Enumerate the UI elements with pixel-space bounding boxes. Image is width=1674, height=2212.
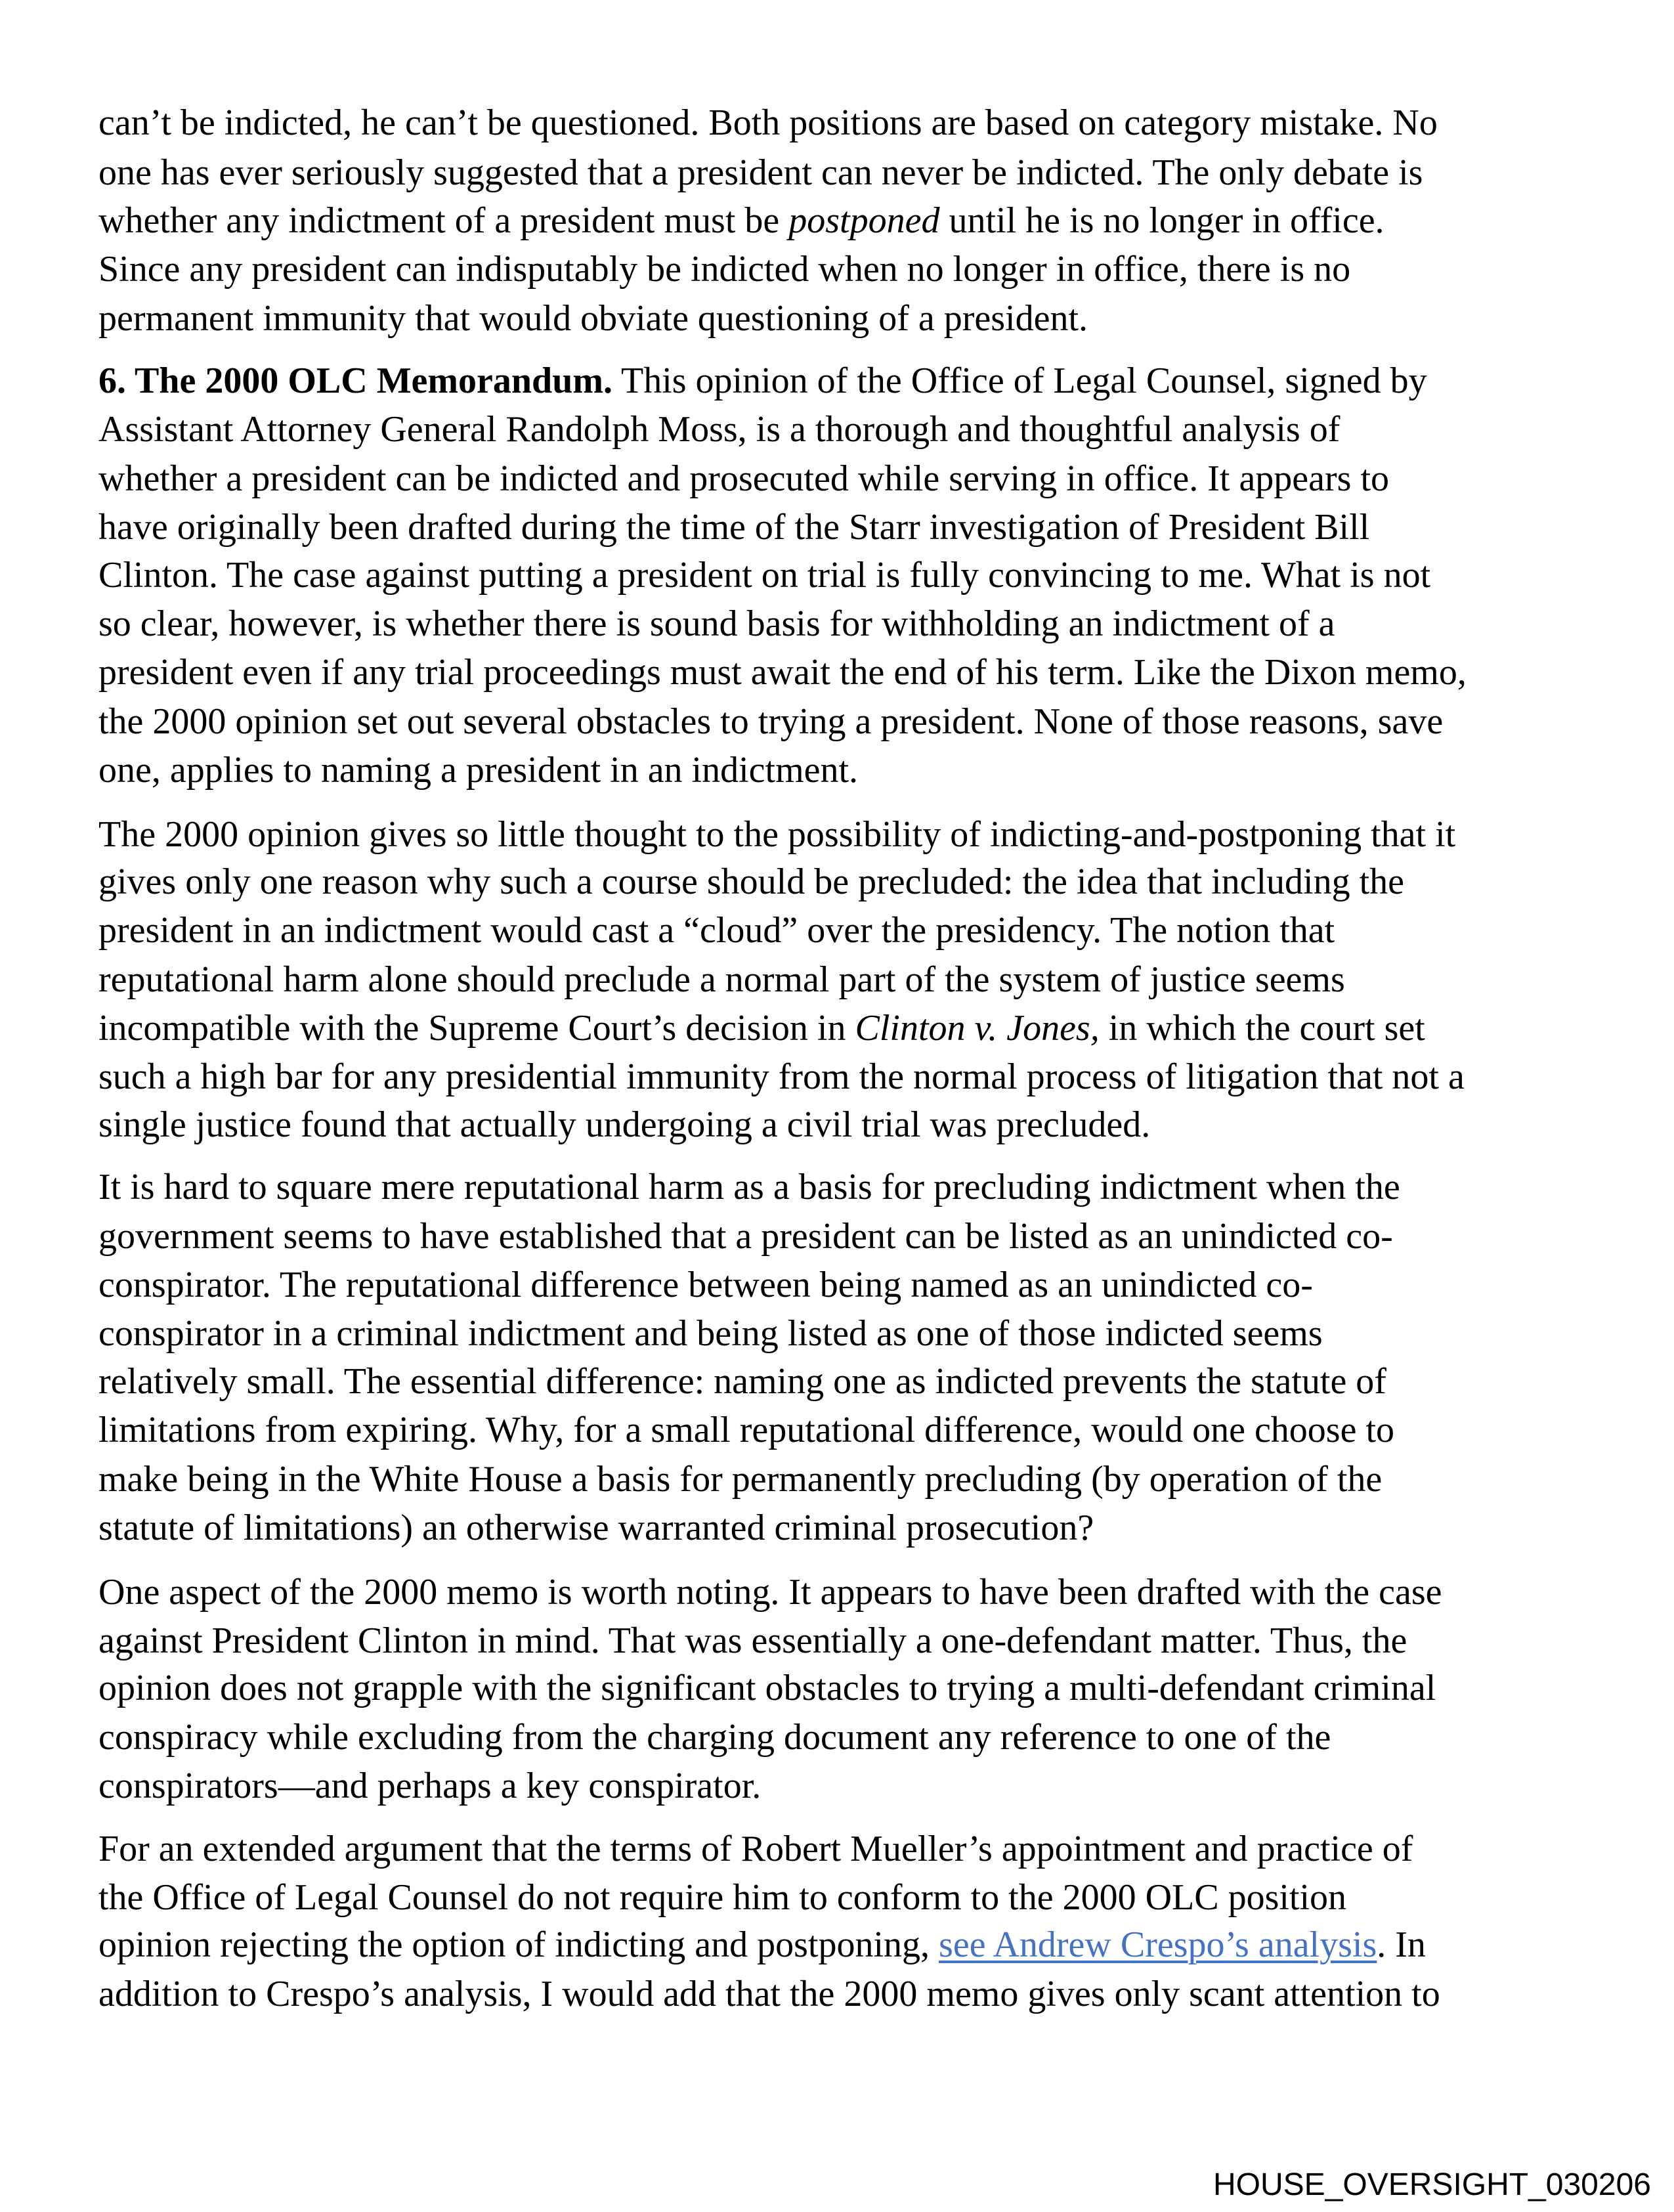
text-line xyxy=(98,1004,1425,1052)
text-line: limitations from expiring. Why, for a small reputational difference, would one choose to xyxy=(98,1410,1394,1450)
text-line: gives only one reason why such a course should be precluded: the idea that including the xyxy=(98,861,1405,902)
text-line: reputational harm alone should preclude a normal part of the system of justice seems xyxy=(98,959,1345,1000)
text-line: permanent immunity that would obviate questioning of a president. xyxy=(98,298,1088,339)
italic-emphasis: postponed xyxy=(788,200,940,241)
text-line: president in an indictment would cast a “cloud” over the presidency. The notion that xyxy=(98,910,1335,951)
text-line: conspiracy while excluding from the charging document any reference to one of the xyxy=(98,1717,1331,1758)
bates-number-footer: HOUSE_OVERSIGHT_030206 xyxy=(1213,2167,1651,2202)
text-line: president even if any trial proceedings must await the end of his term. Like the Dixon memo, xyxy=(98,652,1467,693)
text-line: One aspect of the 2000 memo is worth noting. It appears to have been drafted with the case xyxy=(98,1572,1442,1613)
section-heading: 6. The 2000 OLC Memorandum. xyxy=(98,360,612,401)
text-line: one, applies to naming a president in an indictment. xyxy=(98,750,859,791)
text-line: relatively small. The essential difference: naming one as indicted prevents the statute of xyxy=(98,1361,1386,1402)
text-line: For an extended argument that the terms of Robert Mueller’s appointment and practice of xyxy=(98,1829,1413,1869)
text-span: until he is no longer in office. xyxy=(939,200,1384,241)
text-line: addition to Crespo’s analysis, I would add that the 2000 memo gives only scant attention to xyxy=(98,1974,1440,2014)
text-line: The 2000 opinion gives so little thought to the possibility of indicting-and-postponing that it xyxy=(98,814,1456,855)
text-span: . In xyxy=(1377,1924,1426,1965)
text-line: single justice found that actually undergoing a civil trial was precluded. xyxy=(98,1104,1151,1145)
text-line: Since any president can indisputably be indicted when no longer in office, there is no xyxy=(98,249,1351,290)
text-span: in which the court set xyxy=(1099,1008,1425,1049)
text-line xyxy=(98,357,1427,405)
text-span: whether any indictment of a president must be xyxy=(98,200,789,241)
text-span: incompatible with the Supreme Court’s decision in xyxy=(98,1008,855,1049)
text-line: opinion does not grapple with the significant obstacles to trying a multi-defendant criminal xyxy=(98,1668,1436,1708)
text-line: statute of limitations) an otherwise warranted criminal prosecution? xyxy=(98,1507,1094,1548)
text-line: Assistant Attorney General Randolph Moss, is a thorough and thoughtful analysis of xyxy=(98,409,1341,450)
text-line: the 2000 opinion set out several obstacles to trying a president. None of those reasons, save xyxy=(98,701,1444,742)
text-line: so clear, however, is whether there is sound basis for withholding an indictment of a xyxy=(98,603,1335,644)
text-line: conspirator in a criminal indictment and being listed as one of those indicted seems xyxy=(98,1313,1323,1354)
text-line: make being in the White House a basis for permanently precluding (by operation of the xyxy=(98,1459,1383,1500)
text-line xyxy=(98,196,1384,245)
text-line: one has ever seriously suggested that a president can never be indicted. The only debate is xyxy=(98,152,1423,193)
crespo-analysis-link[interactable]: see Andrew Crespo’s analysis xyxy=(939,1924,1377,1965)
text-line: Clinton. The case against putting a president on trial is fully convincing to me. What is not xyxy=(98,555,1431,596)
text-line: against President Clinton in mind. That was essentially a one-defendant matter. Thus, the xyxy=(98,1620,1407,1661)
text-line: whether a president can be indicted and prosecuted while serving in office. It appears to xyxy=(98,458,1390,499)
text-span: This opinion of the Office of Legal Counsel, signed by xyxy=(612,360,1427,401)
text-line: such a high bar for any presidential immunity from the normal process of litigation that not a xyxy=(98,1056,1465,1097)
text-span: opinion rejecting the option of indicting and postponing, xyxy=(98,1924,939,1965)
case-citation: Clinton v. Jones, xyxy=(855,1008,1100,1049)
text-line: can’t be indicted, he can’t be questioned. Both positions are based on category mistake. No xyxy=(98,102,1438,143)
text-line xyxy=(98,1920,1426,1969)
text-line: government seems to have established that a president can be listed as an unindicted co- xyxy=(98,1216,1393,1257)
text-line: have originally been drafted during the time of the Starr investigation of President Bill xyxy=(98,507,1370,548)
text-line: It is hard to square mere reputational harm as a basis for precluding indictment when the xyxy=(98,1167,1400,1207)
text-line: the Office of Legal Counsel do not require him to conform to the 2000 OLC position xyxy=(98,1877,1347,1918)
text-line: conspirators—and perhaps a key conspirator. xyxy=(98,1766,762,1806)
text-line: conspirator. The reputational difference between being named as an unindicted co- xyxy=(98,1265,1313,1305)
